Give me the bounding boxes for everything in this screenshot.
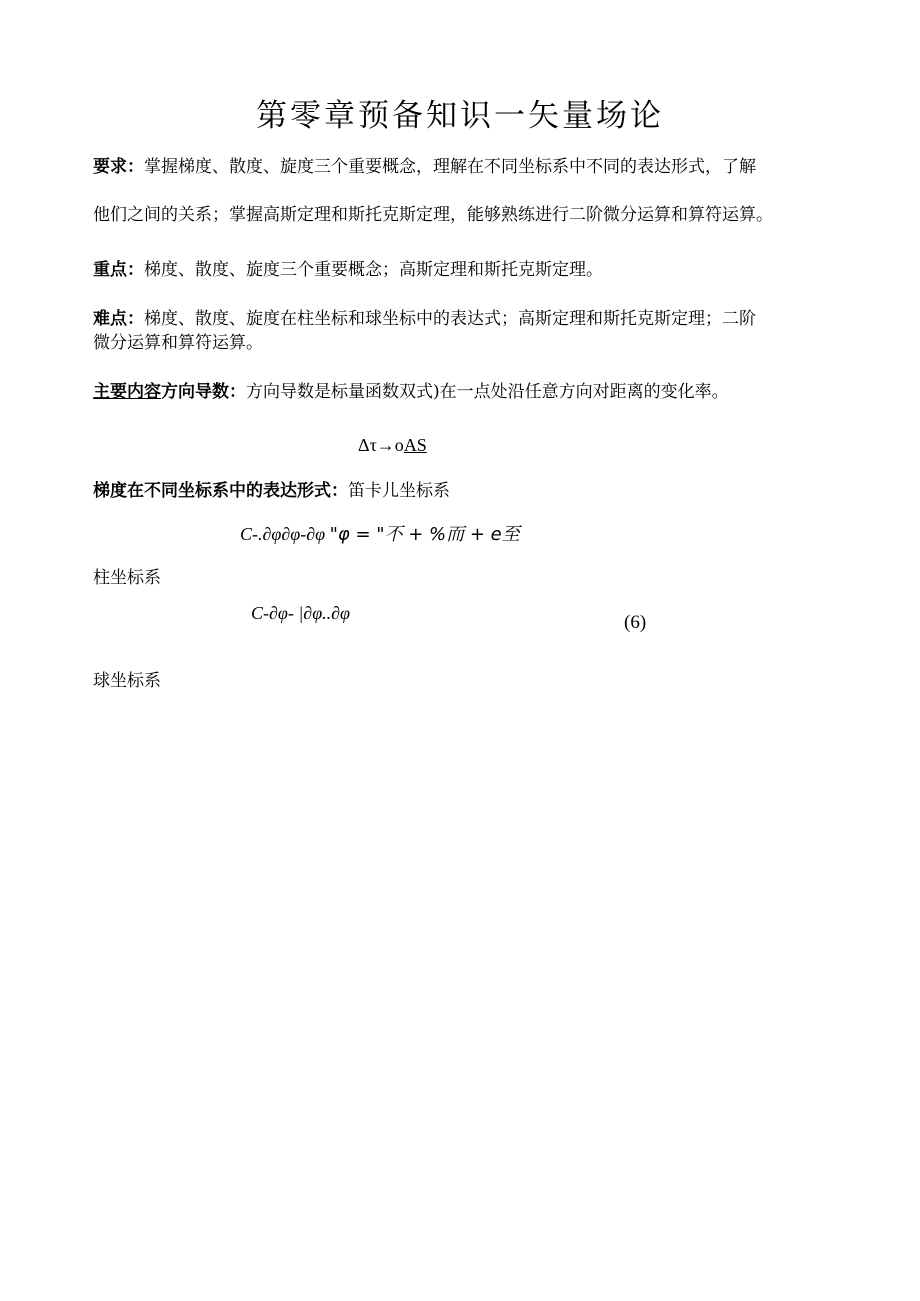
spherical-label: 球坐标系 (93, 671, 161, 691)
cartesian-gradient-formula (240, 520, 520, 546)
requirements-label: 要求： (93, 157, 144, 177)
key-points-text: 梯度、散度、旋度三个重要概念；高斯定理和斯托克斯定理。 (144, 260, 603, 280)
gradient-forms-paragraph (93, 479, 828, 503)
page-title: 第零章预备知识一矢量场论 (256, 98, 664, 134)
cylindrical-gradient-formula: C-∂φ- |∂φ..∂φ (251, 603, 350, 623)
difficulties-line2: 微分运算和算符运算。 (93, 333, 263, 353)
main-content-paragraph (93, 380, 828, 404)
directional-derivative-text: 方向导数是标量函数双式)在一点处沿任意方向对距离的变化率。 (246, 382, 729, 402)
limit-formula (358, 435, 427, 456)
difficulties-paragraph (93, 307, 828, 355)
difficulties-line1: 梯度、散度、旋度在柱坐标和球坐标中的表达式；高斯定理和斯托克斯定理；二阶 (144, 309, 756, 329)
limit-formula-underlined: AS (403, 435, 427, 455)
cylindrical-label: 柱坐标系 (93, 568, 161, 588)
requirements-paragraph (93, 155, 828, 225)
key-points-label: 重点： (93, 260, 144, 280)
cartesian-formula-part1: C-.∂φ∂φ-∂φ (240, 524, 326, 544)
equation-number: (6) (624, 612, 647, 633)
key-points-paragraph (93, 258, 828, 282)
gradient-forms-label: 梯度在不同坐标系中的表达形式： (93, 481, 348, 501)
directional-derivative-label: 方向导数： (161, 382, 246, 402)
cartesian-formula-part2: "φ = "不 + %而 + e至 (329, 524, 520, 545)
cartesian-label: 笛卡儿坐标系 (348, 481, 450, 501)
difficulties-label: 难点： (93, 309, 144, 329)
requirements-line1: 掌握梯度、散度、旋度三个重要概念，理解在不同坐标系中不同的表达形式，了解 (144, 157, 756, 177)
main-content-label: 主要内容 (93, 382, 161, 402)
requirements-line2: 他们之间的关系；掌握高斯定理和斯托克斯定理，能够熟练进行二阶微分运算和算符运算。 (93, 205, 773, 225)
limit-formula-prefix: Δτ→o (358, 435, 404, 455)
